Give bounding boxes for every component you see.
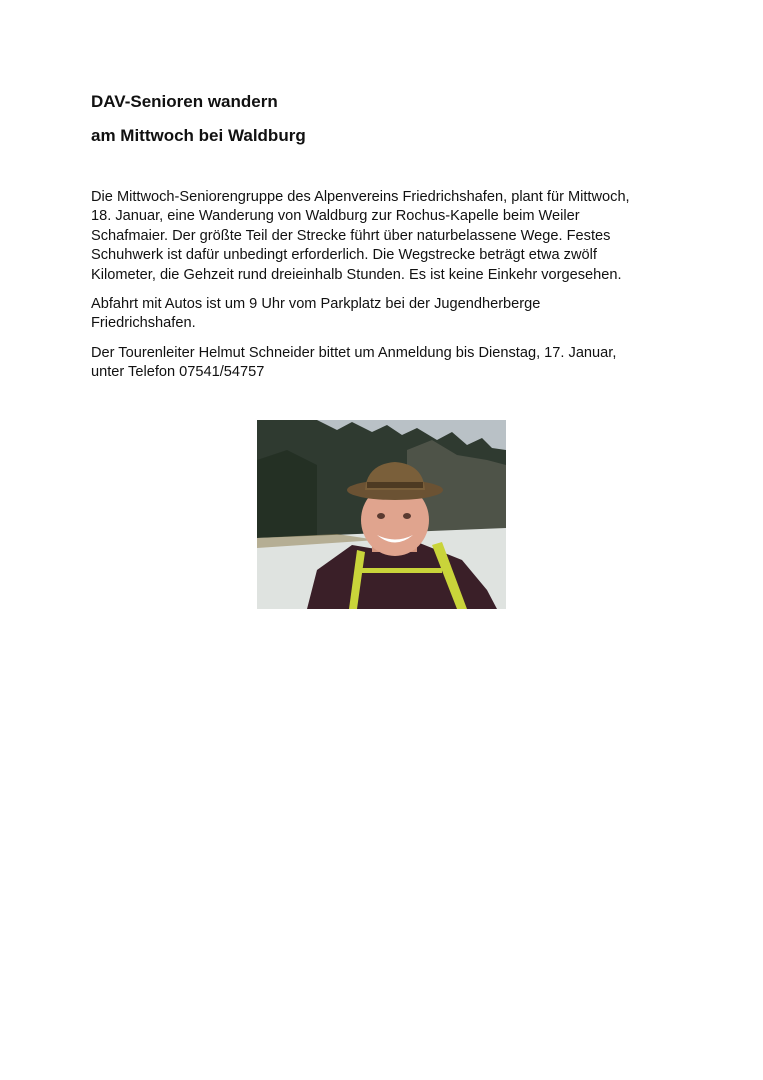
eye-right (403, 513, 411, 519)
document-title: DAV-Senioren wandern (91, 92, 278, 111)
text-line: Friedrichshafen. (91, 315, 196, 332)
portrait-photo-icon (257, 420, 506, 609)
text-line: Abfahrt mit Autos ist um 9 Uhr vom Parkplatz bei der Jugendherberge (91, 296, 541, 312)
text-line: Kilometer, die Gehzeit rund dreieinhalb Stunden. Es ist keine Einkehr vorgesehen. (91, 266, 622, 283)
text-line: Der Tourenleiter Helmut Schneider bittet um Anmeldung bis Dienstag, 17. Januar, (91, 345, 617, 361)
portrait-photo (257, 420, 506, 609)
paragraph-departure (91, 295, 671, 334)
hat-band (367, 482, 423, 488)
text-line: Die Mittwoch-Seniorengruppe des Alpenvereins Friedrichshafen, plant für Mittwoch, (91, 189, 630, 205)
document-subtitle: am Mittwoch bei Waldburg (91, 126, 306, 145)
paragraph-registration (91, 344, 671, 383)
text-line: Schafmaier. Der größte Teil der Strecke führt über naturbelassene Wege. Festes (91, 227, 611, 244)
text-line: unter Telefon 07541/54757 (91, 364, 265, 381)
dark-trees (257, 450, 317, 545)
paragraph-description (91, 188, 671, 285)
eye-left (377, 513, 385, 519)
chest-strap (357, 568, 442, 573)
text-line: 18. Januar, eine Wanderung von Waldburg zur Rochus-Kapelle beim Weiler (91, 208, 580, 225)
text-line: Schuhwerk ist dafür unbedingt erforderlich. Die Wegstrecke beträgt etwa zwölf (91, 247, 597, 264)
